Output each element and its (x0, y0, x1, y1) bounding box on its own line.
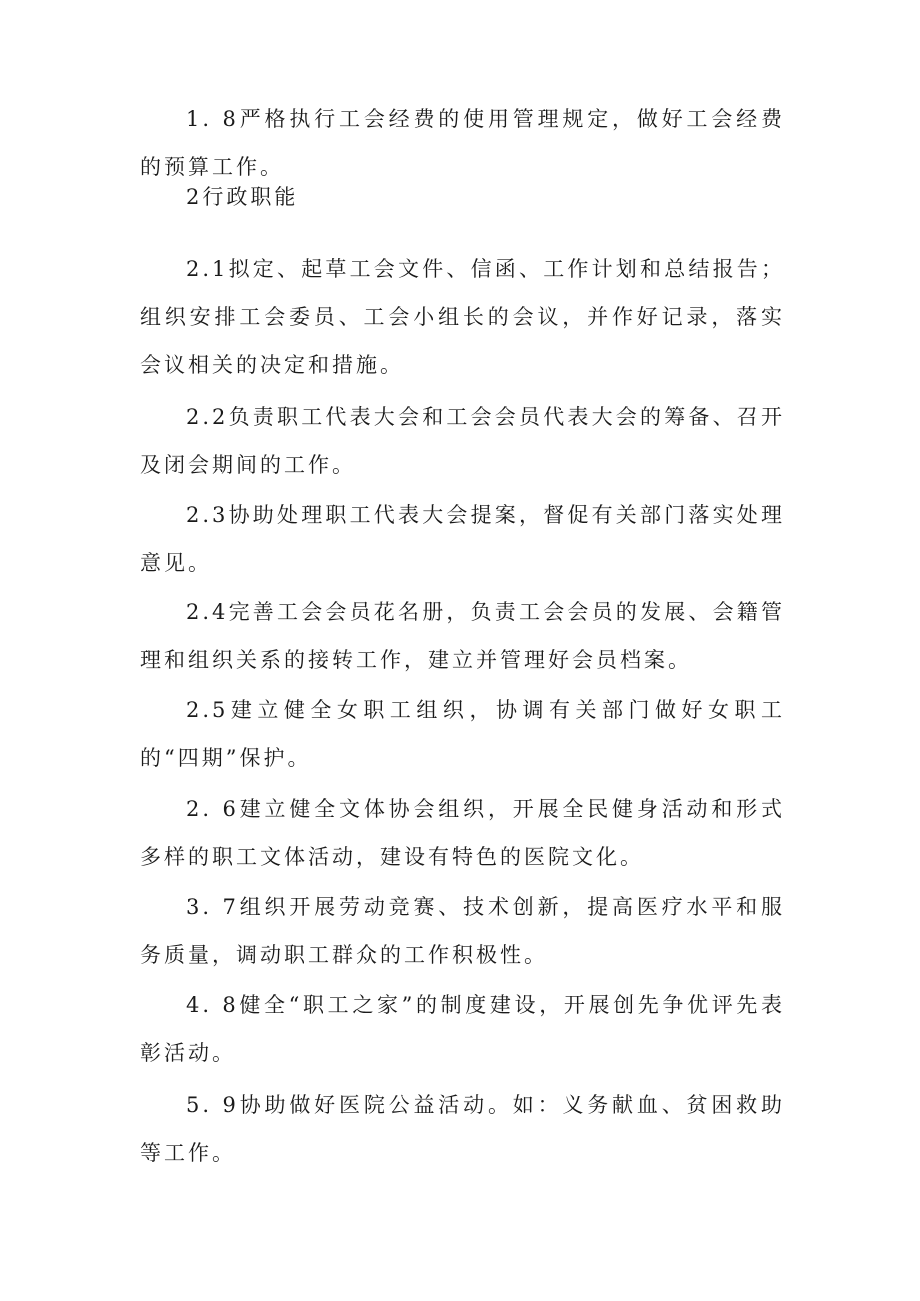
paragraph-4-8: 4. 8健全“职工之家”的制度建设，开展创先争优评先表彰活动。 (140, 993, 785, 1065)
paragraph-5-9: 5. 9协助做好医院公益活动。如：义务献血、贫困救助等工作。 (140, 1093, 785, 1165)
paragraph-2-1: 2.1拟定、起草工会文件、信函、工作计划和总结报告；组织安排工会委员、工会小组长的会议，并作好记录，落实会议相关的决定和措施。 (140, 257, 785, 377)
paragraph-2-6: 2. 6建立健全文体协会组织，开展全民健身活动和形式多样的职工文体活动，建设有特色的医院文化。 (140, 797, 785, 869)
section-heading-administrative-functions: 2行政职能 (186, 185, 299, 209)
paragraph-2-2: 2.2负责职工代表大会和工会会员代表大会的筹备、召开及闭会期间的工作。 (140, 405, 785, 477)
paragraph-1-8: 1. 8严格执行工会经费的使用管理规定，做好工会经费的预算工作。 (140, 107, 785, 179)
paragraph-2-3: 2.3协助处理职工代表大会提案，督促有关部门落实处理意见。 (140, 503, 785, 575)
paragraph-2-4: 2.4完善工会会员花名册，负责工会会员的发展、会籍管理和组织关系的接转工作，建立并管理好会员档案。 (140, 600, 785, 672)
paragraph-2-5: 2.5建立健全女职工组织，协调有关部门做好女职工的“四期”保护。 (140, 698, 785, 770)
paragraph-3-7: 3. 7组织开展劳动竞赛、技术创新，提高医疗水平和服务质量，调动职工群众的工作积极性。 (140, 895, 785, 967)
